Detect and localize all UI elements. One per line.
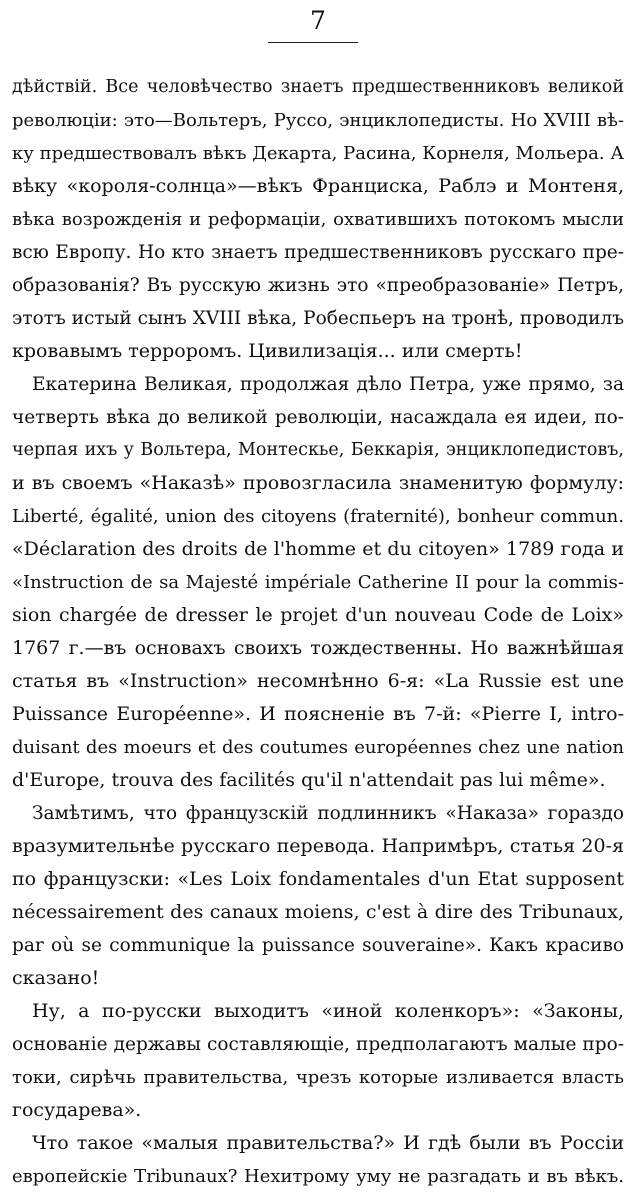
text-line: дѣйствій. Все человѣчество знаетъ предшественниковъ великой: [12, 77, 624, 97]
text-line: вѣку «короля-солнца»—вѣкъ Франциска, Раблэ и Монтеня,: [12, 175, 624, 197]
page-number-rule: [268, 42, 358, 43]
text-line: европейскіе Tribunaux? Нехитрому уму не разгадать и въ вѣкъ.: [12, 1166, 624, 1187]
text-line: Ну, а по-русски выходитъ «иной коленкоръ»: «Законы,: [32, 1000, 624, 1022]
text-line: duisant des moeurs et des coutumes européennes chez une nation: [12, 737, 624, 758]
text-line: ку предшествовалъ вѣкъ Декарта, Расина, Корнеля, Мольера. А: [12, 143, 624, 164]
text-line: статья въ «Instruction» несомнѣнно 6-я: «La Russie est une: [12, 670, 624, 692]
body-text: [12, 71, 624, 1193]
text-line: «Instruction de sa Majesté impériale Catherine II pour la commis-: [12, 572, 624, 593]
text-line: кровавымъ терроромъ. Цивилизація... или смерть!: [12, 340, 523, 362]
text-line: образованія? Въ русскую жизнь это «преобразованіе» Петръ,: [12, 275, 624, 296]
text-line: par où se communique la puissance souveraine». Какъ красиво: [12, 935, 624, 956]
text-line: 1767 г.—въ основахъ своихъ тождественны. Но важнѣйшая: [12, 637, 624, 659]
text-line: токи, сирѣчь правительства, чрезъ которые изливается власть: [12, 1067, 624, 1088]
text-line: вразумительнѣе русскаго перевода. Напримѣръ, статья 20-я: [12, 835, 624, 857]
text-line: сказано!: [12, 967, 100, 989]
page-number: 7: [310, 6, 326, 35]
text-line: вѣка возрожденія и реформаціи, охватившихъ потокомъ мысли: [12, 209, 624, 230]
text-line: d'Europe, trouva des facilités qu'il n'attendait pas lui même».: [12, 769, 606, 791]
text-line: государева».: [12, 1099, 142, 1121]
text-line: и въ своемъ «Наказѣ» провозгласила знаменитую формулу:: [12, 472, 624, 494]
text-line: Замѣтимъ, что французскій подлинникъ «Наказа» гораздо: [32, 803, 624, 824]
text-line: Екатерина Великая, продолжая дѣло Петра, уже прямо, за: [32, 374, 624, 395]
text-line: Puissance Européenne». И поясненіе въ 7-й: «Pierre I, intro-: [12, 703, 624, 725]
text-line: Liberté, égalité, union des citoyens (fraternité), bonheur commun.: [12, 506, 624, 527]
text-line: sion chargée de dresser le projet d'un nouveau Code de Loix»: [12, 604, 624, 626]
text-line: всю Европу. Но кто знаетъ предшественниковъ русскаго пре-: [12, 242, 624, 263]
text-line: четверть вѣка до великой революціи, насаждала ея идеи, по-: [12, 407, 624, 428]
text-line: черпая ихъ у Вольтера, Монтескье, Беккарія, энциклопедистовъ,: [12, 440, 624, 460]
text-line: Что такое «малыя правительства?» И гдѣ были въ Россіи: [32, 1132, 624, 1154]
text-line: nécessairement des canaux moiens, c'est à dire des Tribunaux,: [12, 901, 624, 923]
text-line: этотъ истый сынъ XVIII вѣка, Робеспьеръ на тронѣ, проводилъ: [12, 308, 624, 329]
text-line: «Déclaration des droits de l'homme et du citoyen» 1789 года и: [12, 538, 624, 560]
text-line: основаніе державы составляющіе, предполагаютъ малые про-: [12, 1034, 624, 1055]
text-line: по французски: «Les Loix fondamentales d'un Etat supposent: [12, 868, 624, 890]
text-line: революціи: это—Вольтеръ, Руссо, энциклопедисты. Но XVIII вѣ-: [12, 110, 624, 131]
